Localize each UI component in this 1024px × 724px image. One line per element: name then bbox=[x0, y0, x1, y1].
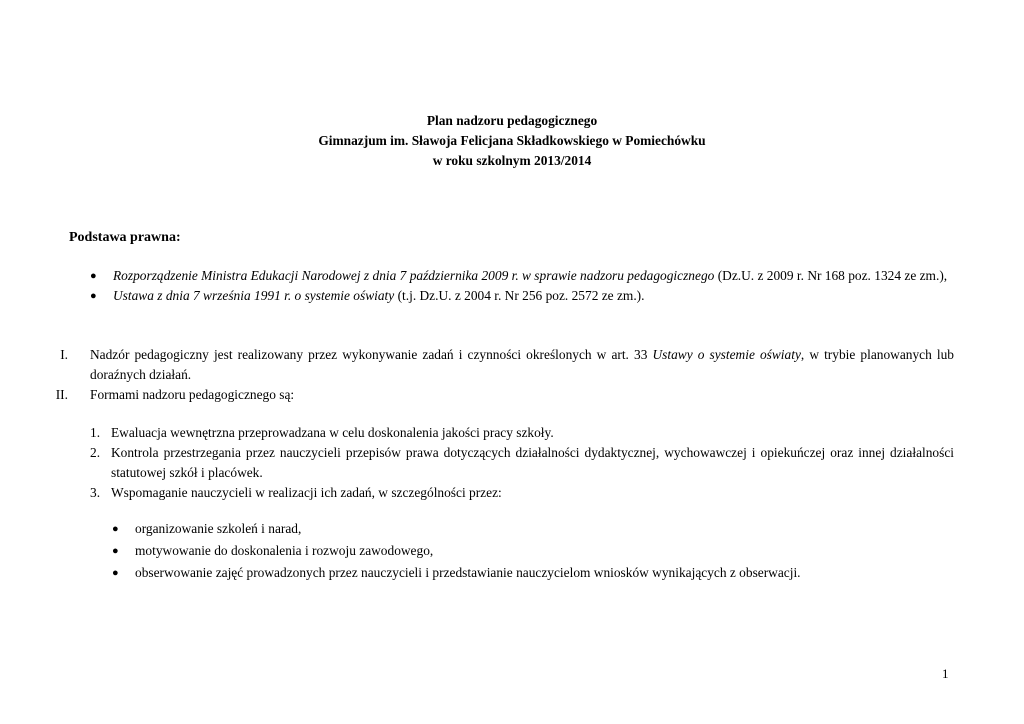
document-title bbox=[0, 111, 1024, 171]
page-number: 1 bbox=[942, 666, 949, 681]
section-number: I. bbox=[60, 347, 68, 362]
item-text: obserwowanie zajęć prowadzonych przez nauczycieli i przedstawianie nauczycielom wniosków wynikających z obserwacji. bbox=[135, 565, 801, 580]
item-number: 3. bbox=[90, 485, 101, 500]
legal-basis-list bbox=[88, 266, 954, 306]
item-text: motywowanie do doskonalenia i rozwoju zawodowego, bbox=[135, 543, 434, 558]
section-text: Formami nadzoru pedagogicznego są: bbox=[90, 387, 295, 402]
list-item bbox=[88, 286, 954, 306]
section-item bbox=[50, 345, 954, 385]
item-text: Kontrola przestrzegania przez nauczycieli przepisów prawa dotyczących działalności dydaktycznej, wychowawczej i opiekuńczej oraz innej działalności statutowej szkół i placówek. bbox=[111, 445, 954, 480]
title-line-1: Plan nadzoru pedagogicznego bbox=[426, 113, 598, 128]
list-item bbox=[88, 443, 954, 483]
section-italic-text: Ustawy o systemie oświaty bbox=[652, 347, 801, 362]
legal-act-title: Rozporządzenie Ministra Edukacji Narodowej z dnia 7 października 2009 r. w sprawie nadzoru pedagogicznego bbox=[113, 268, 715, 283]
legal-basis-heading: Podstawa prawna: bbox=[69, 230, 181, 245]
item-number: 1. bbox=[90, 425, 101, 440]
item-text: Wspomaganie nauczycieli w realizacji ich zadań, w szczególności przez: bbox=[111, 485, 502, 500]
item-text: Ewaluacja wewnętrzna przeprowadzana w celu doskonalenia jakości pracy szkoły. bbox=[111, 425, 554, 440]
list-item bbox=[110, 518, 954, 540]
section-text: Nadzór pedagogiczny jest realizowany przez wykonywanie zadań i czynności określonych w art. 33 bbox=[90, 347, 653, 362]
list-item bbox=[88, 423, 954, 443]
title-line-2: Gimnazjum im. Sławoja Felicjana Składkowskiego w Pomiechówku bbox=[318, 133, 706, 148]
bullet-icon: ● bbox=[90, 270, 97, 282]
item-text: organizowanie szkoleń i narad, bbox=[135, 521, 302, 536]
section-text-end: , w trybie planowanych lub doraźnych działań. bbox=[90, 347, 954, 382]
list-item bbox=[88, 483, 954, 503]
legal-act-reference: (t.j. Dz.U. z 2004 r. Nr 256 poz. 2572 ze zm.). bbox=[394, 288, 645, 303]
legal-act-title: Ustawa z dnia 7 września 1991 r. o systemie oświaty bbox=[113, 288, 395, 303]
forms-list bbox=[88, 423, 954, 503]
list-item bbox=[88, 266, 954, 286]
item-number: 2. bbox=[90, 445, 101, 460]
list-item bbox=[110, 562, 954, 584]
support-list bbox=[110, 518, 954, 584]
bullet-icon: ● bbox=[112, 523, 119, 535]
bullet-icon: ● bbox=[112, 545, 119, 557]
list-item bbox=[110, 540, 954, 562]
section-item bbox=[50, 385, 954, 405]
section-number: II. bbox=[55, 387, 68, 402]
legal-act-reference: (Dz.U. z 2009 r. Nr 168 poz. 1324 ze zm.), bbox=[714, 268, 948, 283]
bullet-icon: ● bbox=[90, 290, 97, 302]
bullet-icon: ● bbox=[112, 567, 119, 579]
sections-list bbox=[50, 345, 954, 405]
title-line-3: w roku szkolnym 2013/2014 bbox=[432, 153, 592, 168]
